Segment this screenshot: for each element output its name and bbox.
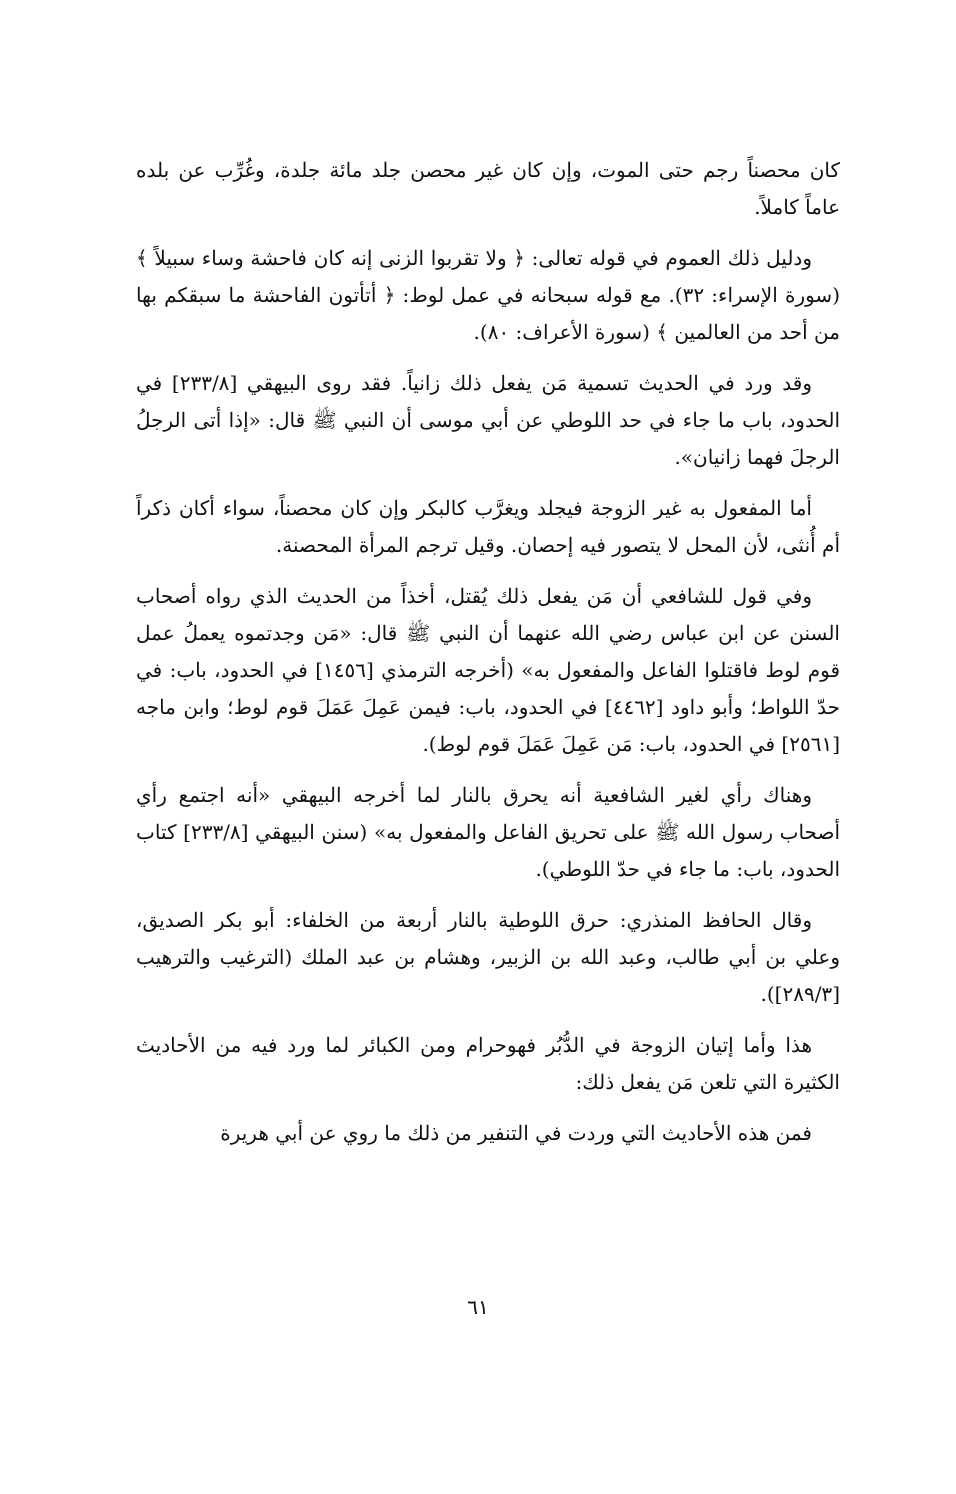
paragraph-6: وهناك رأي لغير الشافعية أنه يحرق بالنار لما أخرجه البيهقي «أنه اجتمع رأي أصحاب رسول الله ﷺ على تحريق الفاعل والمفعول به» (سنن البيهقي [٢٣٣/٨] كتاب الحدود، باب: ما جاء في حدّ اللوطي).: [136, 783, 841, 881]
paragraph-4: أما المفعول به غير الزوجة فيجلد ويغرَّب كالبكر وإن كان محصناً، سواء أكان ذكراً أم أُنثى، لأن المحل لا يتصور فيه إحصان. وقيل ترجم المرأة المحصنة.: [136, 496, 840, 557]
paragraph-7: وقال الحافظ المنذري: حرق اللوطية بالنار أربعة من الخلفاء: أبو بكر الصديق، وعلي بن أبي طالب، وعبد الله بن الزبير، وهشام بن عبد الملك (الترغيب والترهيب [٢٨٩/٣]).: [136, 908, 840, 1006]
paragraph-5: وفي قول للشافعي أن مَن يفعل ذلك يُقتل، أخذاً من الحديث الذي رواه أصحاب السنن عن ابن عباس رضي الله عنهما أن النبي ﷺ قال: «مَن وجدتموه يعملُ عمل قوم لوط فاقتلوا الفاعل والمفعول به» (أخرجه الترمذي [١٤٥٦] في الحدود، باب: في حدّ اللواط؛ وأبو داود [٤٤٦٢] في الحدود، باب: فيمن عَمِلَ عَمَلَ قوم لوط؛ وابن ماجه [٢٥٦١] في الحدود، باب: مَن عَمِلَ عَمَلَ قوم لوط).: [136, 584, 841, 756]
paragraph-9: فمن هذه الأحاديث التي وردت في التنفير من ذلك ما روي عن أبي هريرة: [220, 1121, 812, 1145]
page-number: ٦١: [467, 1295, 489, 1319]
page-body: [136, 152, 840, 1166]
paragraph-1: كان محصناً رجم حتى الموت، وإن كان غير محصن جلد مائة جلدة، وغُرِّب عن بلده عاماً كاملاً.: [136, 158, 840, 219]
paragraph-8: هذا وأما إتيان الزوجة في الدُّبُر فهوحرام ومن الكبائر لما ورد فيه من الأحاديث الكثيرة التي تلعن مَن يفعل ذلك:: [136, 1033, 840, 1094]
paragraph-3: وقد ورد في الحديث تسمية مَن يفعل ذلك زانياً. فقد روى البيهقي [٢٣٣/٨] في الحدود، باب ما جاء في حد اللوطي عن أبي موسى أن النبي ﷺ قال: «إذا أتى الرجلُ الرجلَ فهما زانيان».: [136, 371, 840, 469]
paragraph-2: ودليل ذلك العموم في قوله تعالى: ﴿ ولا تقربوا الزنى إنه كان فاحشة وساء سبيلاً ﴾ (سورة الإسراء: ٣٢). مع قوله سبحانه في عمل لوط: ﴿ أتأتون الفاحشة ما سبقكم بها من أحد من العالمين ﴾ (سورة الأعراف: ٨٠).: [136, 246, 840, 344]
